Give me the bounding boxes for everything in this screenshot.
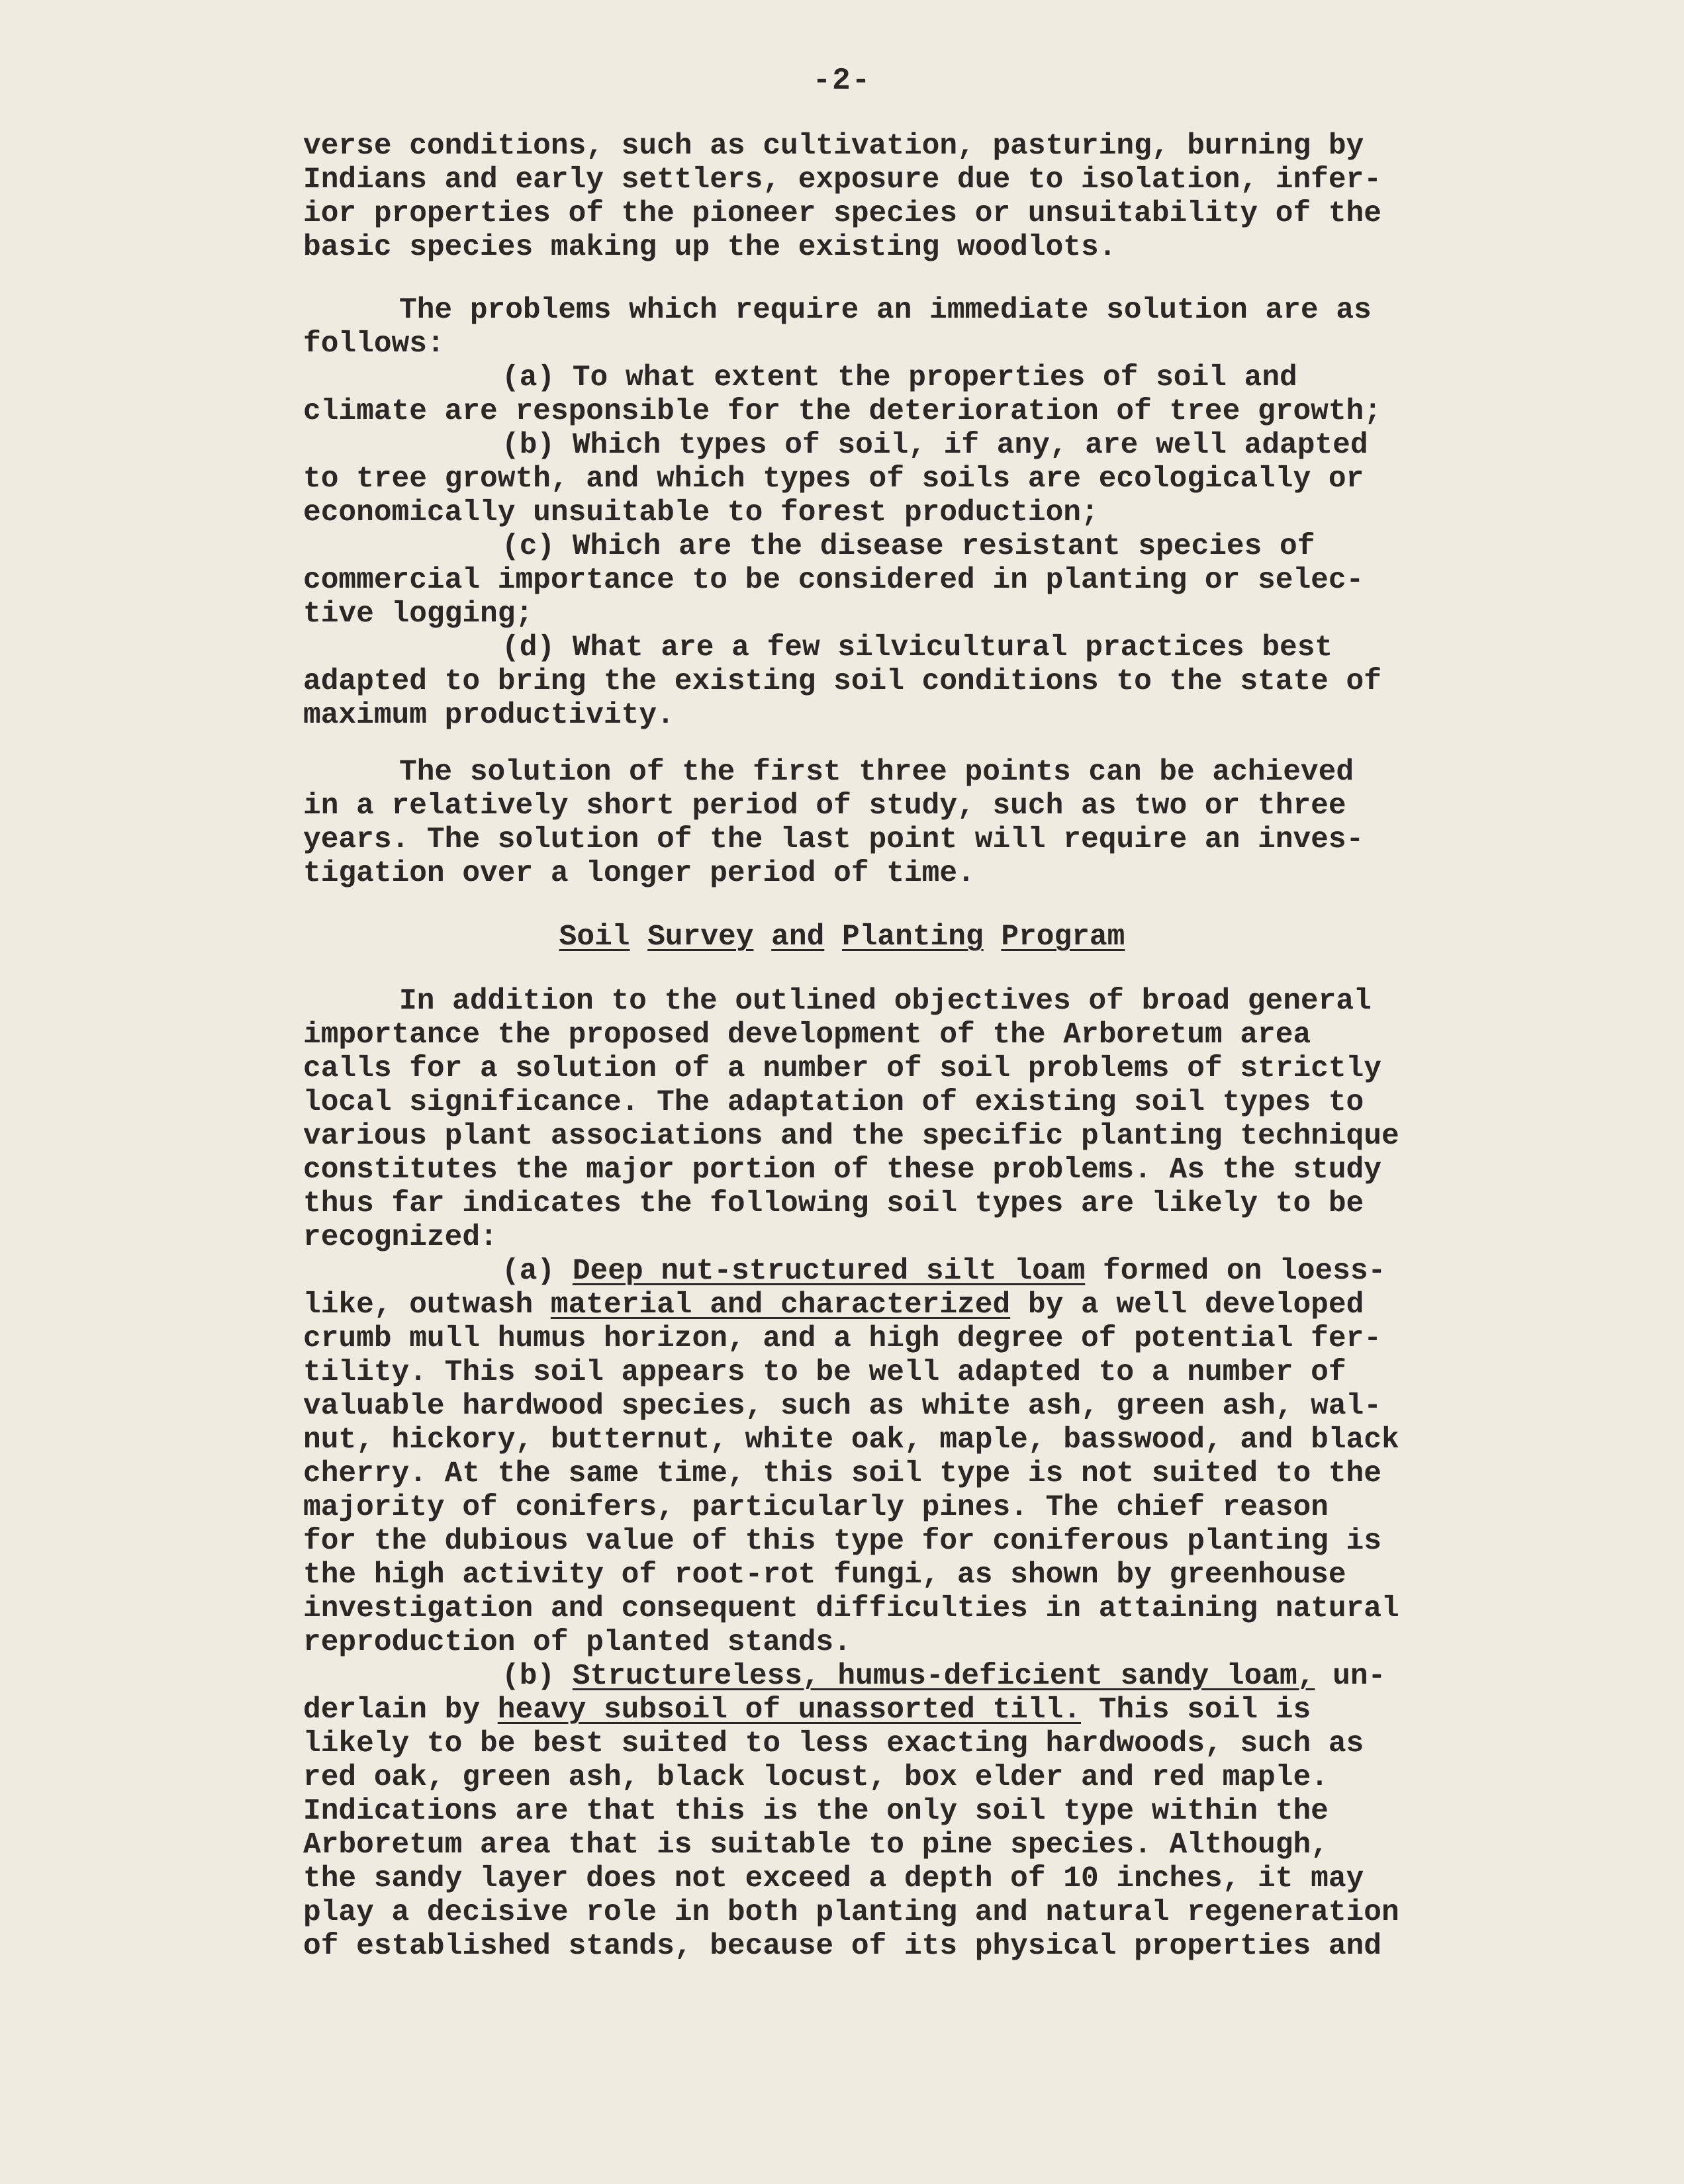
text-line: constitutes the major portion of these problems. As the study — [303, 1154, 1381, 1187]
text-line: local significance. The adaptation of existing soil types to — [303, 1086, 1364, 1119]
text-line: Indians and early settlers, exposure due to isolation, infer- — [303, 163, 1381, 197]
page-number: -2- — [812, 64, 872, 98]
text-line: maximum productivity. — [303, 699, 675, 732]
text-line: nut, hickory, butternut, white oak, maple, basswood, and black — [303, 1424, 1399, 1457]
heading-word: and — [771, 921, 825, 954]
problem-first-line — [303, 530, 1601, 564]
problem-item-d — [303, 631, 1601, 733]
soil-type-name: Deep nut-structured silt loam — [572, 1255, 1086, 1288]
item-marker: (d) — [502, 631, 555, 664]
text-line: majority of conifers, particularly pines. The chief reason — [303, 1491, 1329, 1524]
text-line: The problems which require an immediate solution are as — [399, 294, 1372, 327]
text-line: tigation over a longer period of time. — [303, 857, 975, 890]
heading-word: Program — [1001, 921, 1125, 954]
text-line: basic species making up the existing woodlots. — [303, 231, 1117, 264]
item-marker: (b) — [502, 1660, 555, 1693]
item-text: To what extent the properties of soil and — [572, 361, 1297, 394]
text-line: The solution of the first three points can be achieved — [399, 756, 1354, 789]
soil-second-line — [303, 1289, 1601, 1322]
text-line: Indications are that this is the only soil type within the — [303, 1795, 1329, 1828]
text-line: the sandy layer does not exceed a depth of 10 inches, it may — [303, 1862, 1364, 1895]
problem-item-a — [303, 361, 1601, 429]
text-line: various plant associations and the specific planting technique — [303, 1120, 1399, 1153]
soil-types-section — [303, 985, 1601, 1964]
heading-word: Soil — [559, 921, 630, 954]
problem-first-line — [303, 631, 1601, 665]
text-line: commercial importance to be considered in planting or selec- — [303, 564, 1364, 597]
item-marker: (a) — [502, 1255, 555, 1288]
heading-word: Planting — [842, 921, 984, 954]
item-marker: (c) — [502, 530, 555, 563]
item-text: What are a few silvicultural practices best — [572, 631, 1333, 664]
text-line: ior properties of the pioneer species or unsuitability of the — [303, 197, 1381, 230]
text-line: for the dubious value of this type for coniferous planting is — [303, 1525, 1381, 1558]
text-line: play a decisive role in both planting and natural regeneration — [303, 1896, 1399, 1929]
text-line: reproduction of planted stands. — [303, 1626, 851, 1659]
text-line: calls for a solution of a number of soil problems of strictly — [303, 1052, 1381, 1085]
text-line: follows: — [303, 328, 445, 361]
text-line: crumb mull humus horizon, and a high degree of potential fer- — [303, 1322, 1381, 1355]
item-text: derlain by — [303, 1694, 498, 1727]
text-line: years. The solution of the last point will require an inves- — [303, 823, 1364, 856]
soil-type-name: Structureless, humus-deficient sandy loam, — [572, 1660, 1315, 1693]
item-text: Which are the disease resistant species of — [572, 530, 1315, 563]
text-line: Arboretum area that is suitable to pine species. Although, — [303, 1829, 1329, 1862]
item-text: un- — [1315, 1660, 1386, 1693]
soil-second-line — [303, 1694, 1601, 1727]
item-marker: (a) — [502, 361, 555, 394]
text-line: thus far indicates the following soil types are likely to be — [303, 1187, 1364, 1220]
item-text: Which types of soil, if any, are well adapted — [572, 429, 1368, 462]
problems-section — [303, 294, 1601, 733]
text-line: tive logging; — [303, 598, 534, 631]
item-text: like, outwash — [303, 1289, 551, 1322]
item-text: formed on loess- — [1085, 1255, 1386, 1288]
paragraph-3 — [303, 756, 1601, 891]
text-line: verse conditions, such as cultivation, pasturing, burning by — [303, 130, 1364, 163]
text-line: importance the proposed development of the Arboretum area — [303, 1019, 1311, 1052]
item-text: by a well developed — [1010, 1289, 1364, 1322]
item-text: This soil is — [1081, 1694, 1311, 1727]
text-line: cherry. At the same time, this soil type is not suited to the — [303, 1457, 1381, 1490]
soil-first-line — [303, 1660, 1601, 1694]
text-line: investigation and consequent difficulties in attaining natural — [303, 1592, 1399, 1625]
text-line: recognized: — [303, 1221, 498, 1254]
soil-type-a — [303, 1255, 1601, 1660]
text-line: economically unsuitable to forest production; — [303, 496, 1099, 529]
text-line: valuable hardwood species, such as white ash, green ash, wal- — [303, 1390, 1381, 1423]
problem-first-line — [303, 429, 1601, 463]
item-marker: (b) — [502, 429, 555, 462]
problem-item-c — [303, 530, 1601, 631]
text-line: tility. This soil appears to be well adapted to a number of — [303, 1356, 1346, 1389]
text-line: climate are responsible for the deterioration of tree growth; — [303, 395, 1381, 428]
text-line: likely to be best suited to less exacting hardwoods, such as — [303, 1727, 1364, 1760]
soil-first-line — [303, 1255, 1601, 1289]
text-line: the high activity of root-rot fungi, as shown by greenhouse — [303, 1559, 1346, 1592]
heading-word: Survey — [647, 921, 754, 954]
problem-first-line — [303, 361, 1601, 395]
paragraph-1 — [303, 130, 1601, 265]
soil-type-b — [303, 1660, 1601, 1964]
text-line: red oak, green ash, black locust, box elder and red maple. — [303, 1761, 1329, 1794]
text-line: to tree growth, and which types of soils are ecologically or — [303, 463, 1364, 496]
soil-type-name-cont: material and characterized — [550, 1289, 1011, 1322]
text-line: adapted to bring the existing soil conditions to the state of — [303, 665, 1381, 698]
soil-type-name-cont: heavy subsoil of unassorted till. — [497, 1694, 1081, 1727]
section-heading — [0, 919, 1684, 956]
text-line: of established stands, because of its physical properties and — [303, 1930, 1381, 1963]
text-line: In addition to the outlined objectives of broad general — [399, 985, 1372, 1018]
problem-item-b — [303, 429, 1601, 530]
text-line: in a relatively short period of study, such as two or three — [303, 790, 1346, 823]
